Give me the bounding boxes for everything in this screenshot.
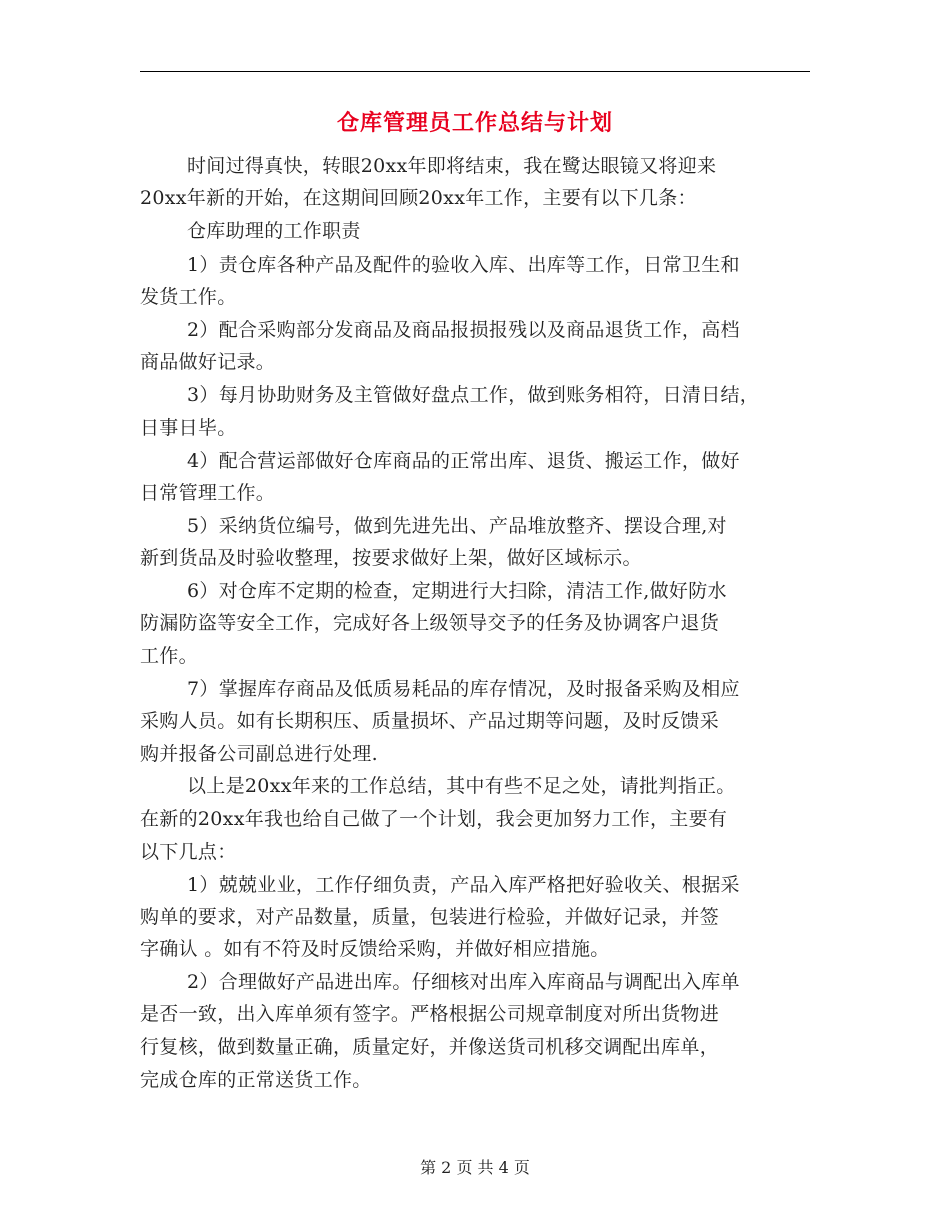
body-line: 防漏防盗等安全工作，完成好各上级领导交予的任务及协调客户退货 — [140, 612, 720, 634]
body-line: 发货工作。 — [140, 286, 237, 308]
body-line: 6）对仓库不定期的检查，定期进行大扫除，清洁工作,做好防水 — [187, 580, 727, 602]
body-line: 工作。 — [140, 645, 198, 667]
body-line: 时间过得真快，转眼20xx年即将结束，我在鹭达眼镜又将迎来 — [187, 155, 717, 177]
body-line: 1）责仓库各种产品及配件的验收入库、出库等工作，日常卫生和 — [187, 254, 740, 276]
body-line: 3）每月协助财务及主管做好盘点工作，做到账务相符，日清日结， — [187, 384, 760, 406]
body-line: 购并报备公司副总进行处理. — [140, 743, 378, 765]
body-line: 5）采纳货位编号，做到先进先出、产品堆放整齐、摆设合理,对 — [187, 515, 727, 537]
header-rule — [140, 71, 810, 72]
body-line: 7）掌握库存商品及低质易耗品的库存情况，及时报备采购及相应 — [187, 678, 740, 700]
document-title: 仓库管理员工作总结与计划 — [336, 110, 613, 136]
body-line: 字确认 。如有不符及时反馈给采购，并做好相应措施。 — [140, 938, 610, 960]
body-line: 日常管理工作。 — [140, 482, 276, 504]
body-line: 购单的要求，对产品数量，质量，包装进行检验，并做好记录，并签 — [140, 906, 720, 928]
body-line: 以下几点： — [140, 841, 237, 863]
body-line: 采购人员。如有长期积压、质量损坏、产品过期等问题，及时反馈采 — [140, 710, 720, 732]
body-line: 日事日毕。 — [140, 417, 237, 439]
body-line: 2）合理做好产品进出库。仔细核对出库入库商品与调配出入库单 — [187, 971, 740, 993]
body-line: 4）配合营运部做好仓库商品的正常出库、退货、搬运工作，做好 — [187, 450, 740, 472]
body-line: 行复核，做到数量正确，质量定好，并像送货司机移交调配出库单， — [140, 1036, 720, 1058]
body-line: 商品做好记录。 — [140, 351, 276, 373]
body-line: 1）兢兢业业，工作仔细负责，产品入库严格把好验收关、根据采 — [187, 874, 740, 896]
body-line: 是否一致，出入库单须有签字。严格根据公司规章制度对所出货物进 — [140, 1003, 720, 1025]
body-line: 新到货品及时验收整理，按要求做好上架，做好区域标示。 — [140, 547, 642, 569]
body-line: 完成仓库的正常送货工作。 — [140, 1069, 372, 1091]
body-line: 在新的20xx年我也给自己做了一个计划，我会更加努力工作，主要有 — [140, 808, 728, 830]
page-footer: 第 2 页 共 4 页 — [420, 1158, 530, 1177]
body-line: 2）配合采购部分发商品及商品报损报残以及商品退货工作，高档 — [187, 319, 740, 341]
body-line: 20xx年新的开始，在这期间回顾20xx年工作，主要有以下几条： — [140, 187, 697, 209]
body-line: 仓库助理的工作职责 — [187, 220, 361, 242]
body-line: 以上是20xx年来的工作总结，其中有些不足之处，请批判指正。 — [187, 775, 736, 797]
